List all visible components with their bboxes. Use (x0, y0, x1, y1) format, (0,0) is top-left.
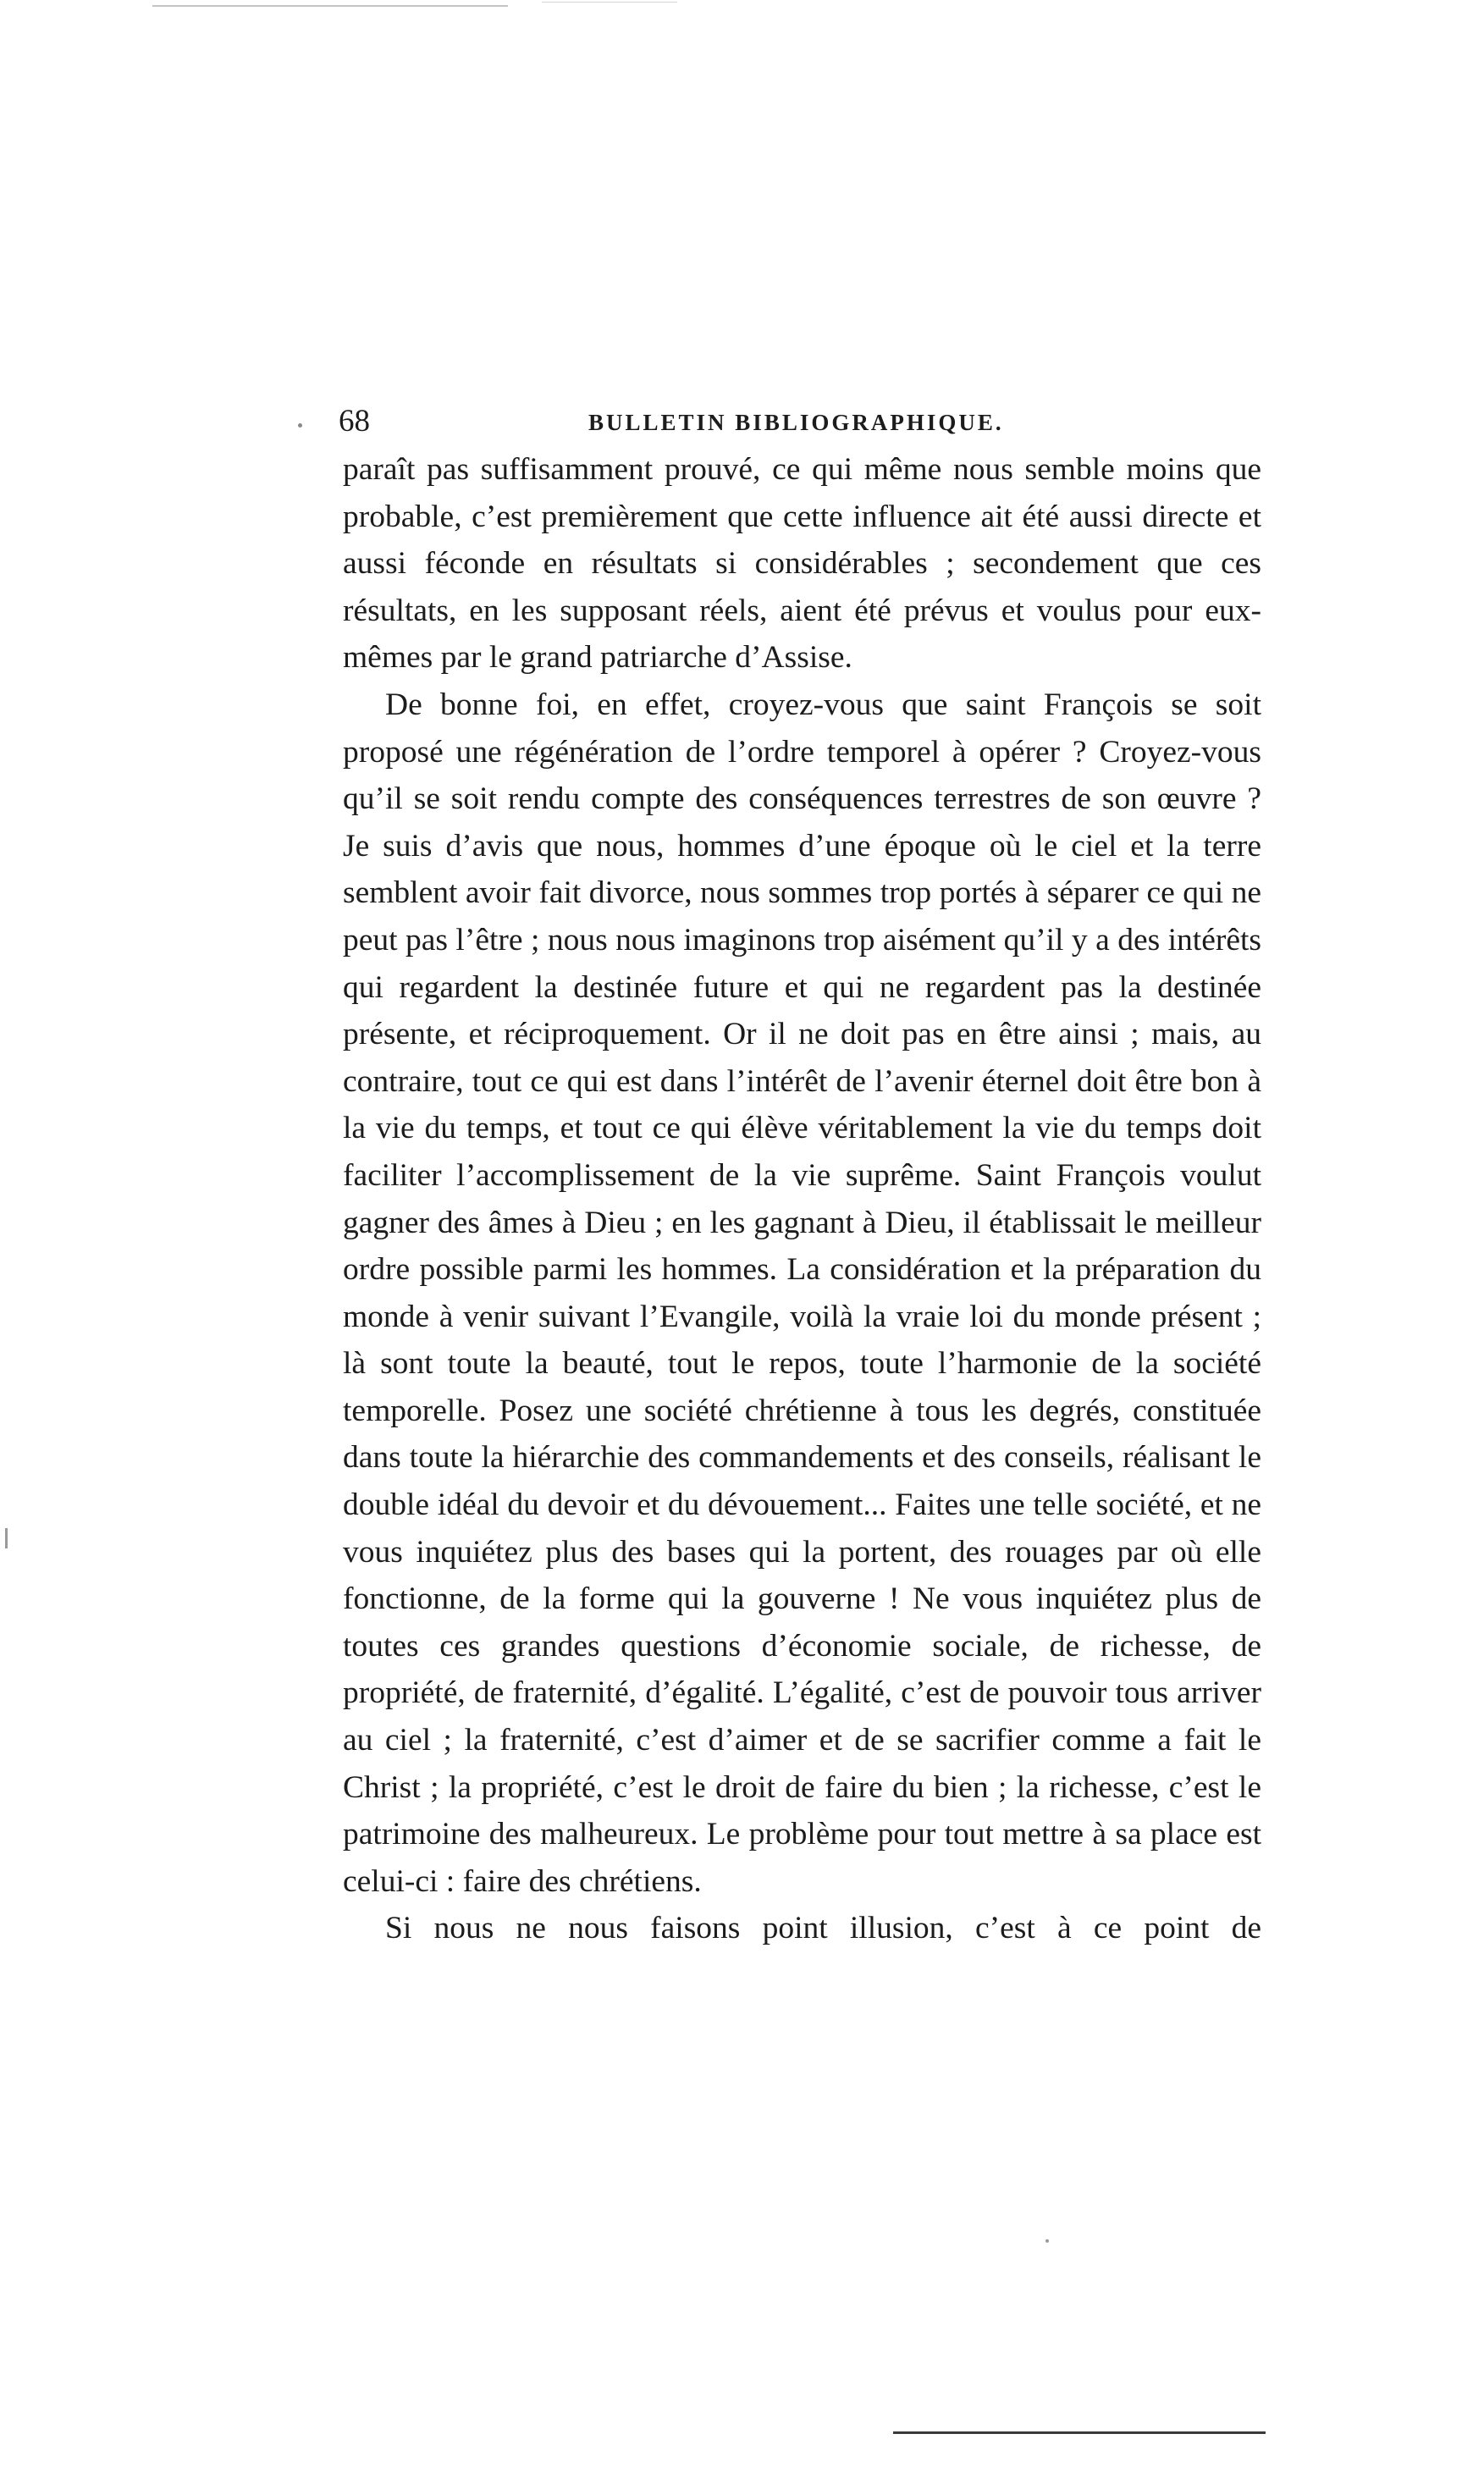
scan-edge-mark (152, 5, 508, 7)
running-header (339, 400, 1270, 444)
paragraph: paraît pas suffisamment prouvé, ce qui même nous semble moins que probable, c’est premièrement que cette influence ait été aussi directe et aussi féconde en résultats si considérables ; secondement que ces résultats, en les supposant réels, aient été prévus et voulus pour eux-mêmes par le grand patriarche d’Assise. (343, 452, 1261, 676)
paragraph: De bonne foi, en effet, croyez-vous que saint François se soit proposé une régénération de l’ordre temporel à opérer ? Croyez-vous qu’il se soit rendu compte des conséquences terrestres de son œuvre ? Je suis d’avis que nous, hommes d’une époque où le ciel et la terre semblent avoir fait divorce, nous sommes trop portés à séparer ce qui ne peut pas l’être ; nous nous imaginons trop aisément qu’il y a des intérêts qui regardent la destinée future et qui ne regardent pas la destinée présente, et réciproquement. Or il ne doit pas en être ainsi ; mais, au contraire, tout ce qui est dans l’intérêt de l’avenir éternel doit être bon à la vie du temps, et tout ce qui élève véritablement la vie du temps doit faciliter l’accomplissement de la vie suprême. Saint François voulut gagner des âmes à Dieu ; en les gagnant à Dieu, il établissait le meilleur ordre possible parmi les hommes. La considération et la préparation du monde à venir suivant l’Evangile, voilà la vraie loi du monde présent ; là sont toute la beauté, tout le repos, toute l’harmonie de la société temporelle. Posez une société chrétienne à tous les degrés, constituée dans toute la hiérarchie des commandements et des conseils, réalisant le double idéal du devoir et du dévouement... Faites une telle société, et ne vous inquiétez plus des bases qui la portent, des rouages par où elle fonctionne, de la forme qui la gouverne ! Ne vous inquiétez plus de toutes ces grandes questions d’économie sociale, de richesse, de propriété, de fraternité, d’égalité. L’égalité, c’est de pouvoir tous arriver au ciel ; la fraternité, c’est d’aimer et de se sacrifier comme a fait le Christ ; la propriété, c’est le droit de faire du bien ; la richesse, c’est le patrimoine des malheureux. Le problème pour tout mettre à sa place est celui-ci : faire des chrétiens. (343, 687, 1261, 1899)
scan-dot (298, 423, 302, 428)
running-title: BULLETIN BIBLIOGRAPHIQUE. (588, 410, 1004, 435)
paragraph: Si nous ne nous faisons point illusion, c’est à ce point de (385, 1911, 1261, 1946)
body-text (343, 446, 1261, 1952)
bottom-rule (893, 2431, 1266, 2434)
scan-edge-mark (542, 2, 677, 3)
scan-dot (1045, 2239, 1049, 2243)
scan-margin-mark (5, 1528, 8, 1548)
page-number: 68 (339, 404, 370, 439)
